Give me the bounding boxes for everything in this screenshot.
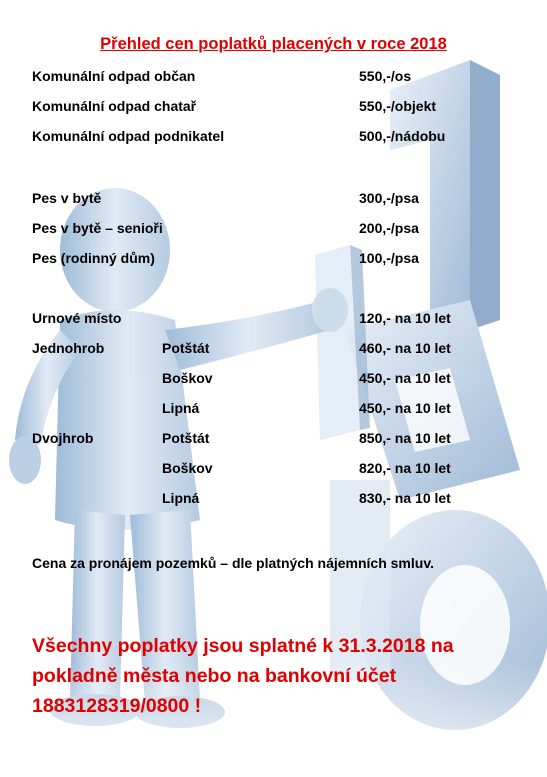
fee-label: Dvojhrob	[32, 430, 94, 446]
fee-label: Urnové místo	[32, 310, 122, 326]
fee-label: Pes (rodinný dům)	[32, 250, 155, 266]
fee-price: 100,-/psa	[359, 250, 419, 266]
fee-row	[0, 340, 547, 360]
page-title: Přehled cen poplatků placených v roce 2018	[100, 35, 447, 53]
fee-location: Potštát	[162, 340, 210, 356]
fee-price: 500,-/nádobu	[359, 128, 446, 144]
fee-label: Pes v bytě – senioři	[32, 220, 163, 236]
fee-location: Potštát	[162, 430, 210, 446]
fee-label: Pes v bytě	[32, 190, 102, 206]
fee-location: Boškov	[162, 370, 213, 386]
fee-row	[0, 250, 547, 270]
fee-row	[0, 220, 547, 240]
fee-row	[0, 98, 547, 118]
fee-row	[0, 370, 547, 390]
fee-label: Komunální odpad chatař	[32, 98, 197, 114]
fee-label: Komunální odpad občan	[32, 68, 196, 84]
fee-price: 120,- na 10 let	[359, 310, 451, 326]
fee-location: Lipná	[162, 490, 200, 506]
fee-location: Lipná	[162, 400, 200, 416]
fee-row	[0, 460, 547, 480]
fee-price: 460,- na 10 let	[359, 340, 451, 356]
fee-row	[0, 310, 547, 330]
fee-label: Komunální odpad podnikatel	[32, 128, 225, 144]
fee-row	[0, 128, 547, 148]
fee-row	[0, 68, 547, 88]
fee-price: 820,- na 10 let	[359, 460, 451, 476]
fee-price: 550,-/os	[359, 68, 412, 84]
fee-row	[0, 490, 547, 510]
land-rent-note: Cena za pronájem pozemků – dle platných nájemních smluv.	[32, 555, 434, 571]
fee-location: Boškov	[162, 460, 213, 476]
fee-row	[0, 400, 547, 420]
fee-price: 450,- na 10 let	[359, 400, 451, 416]
fee-price: 200,-/psa	[359, 220, 419, 236]
fee-row	[0, 190, 547, 210]
fee-price: 550,-/objekt	[359, 98, 437, 114]
fee-price: 300,-/psa	[359, 190, 419, 206]
fee-price: 830,- na 10 let	[359, 490, 451, 506]
fee-price: 850,- na 10 let	[359, 430, 451, 446]
fee-row	[0, 430, 547, 450]
fee-price: 450,- na 10 let	[359, 370, 451, 386]
payment-notice: Všechny poplatky jsou splatné k 31.3.2018 na pokladně města nebo na bankovní účet 1883128319/0800 !	[32, 635, 454, 717]
fee-label: Jednohrob	[32, 340, 105, 356]
